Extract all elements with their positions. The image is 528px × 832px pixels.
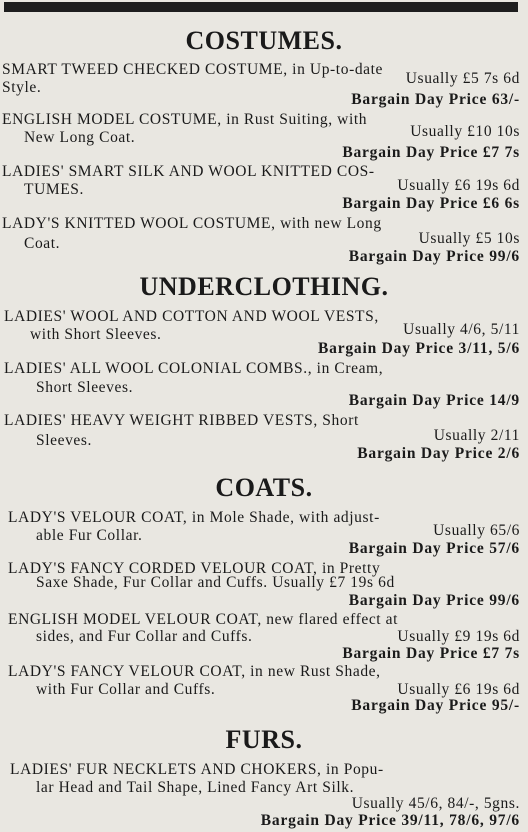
usual-price: Usually 4/6, 5/11	[403, 321, 520, 338]
item-desc-line: LADY'S FANCY VELOUR COAT, in new Rust Shade,	[8, 663, 381, 680]
item-desc-line: LADY'S FANCY CORDED VELOUR COAT, in Pretty	[8, 560, 381, 577]
top-rule	[4, 2, 518, 12]
item-desc-line: LADIES' HEAVY WEIGHT RIBBED VESTS, Short	[4, 412, 359, 429]
item-desc-line: New Long Coat.	[24, 129, 136, 146]
bargain-price: Bargain Day Price 39/11, 78/6, 97/6	[260, 812, 520, 829]
item-desc-line: able Fur Collar.	[36, 527, 143, 544]
item-desc-line: LADIES' WOOL AND COTTON AND WOOL VESTS,	[4, 308, 379, 325]
bargain-price: Bargain Day Price 99/6	[348, 592, 520, 609]
item-desc-line: lar Head and Tail Shape, Lined Fancy Art Silk.	[36, 779, 355, 796]
item-desc-line: LADIES' ALL WOOL COLONIAL COMBS., in Cream,	[4, 360, 384, 377]
usual-price: Usually 65/6	[433, 522, 520, 539]
usual-price: Usually £5 7s 6d	[405, 70, 520, 87]
usual-price: Usually £6 19s 6d	[397, 681, 520, 698]
bargain-price: Bargain Day Price £6 6s	[342, 195, 520, 212]
item-desc-line: ENGLISH MODEL VELOUR COAT, new flared effect at	[8, 611, 399, 628]
bargain-price: Bargain Day Price 63/-	[351, 91, 520, 108]
item-desc-line: Saxe Shade, Fur Collar and Cuffs. Usually £7 19s 6d	[36, 574, 395, 591]
item-desc-line: LADY'S VELOUR COAT, in Mole Shade, with adjust-	[8, 509, 380, 526]
section-heading-coats: COATS.	[215, 473, 313, 502]
bargain-price: Bargain Day Price 95/-	[351, 697, 520, 714]
section-heading-furs: FURS.	[225, 725, 303, 754]
item-desc-line: Coat.	[24, 235, 61, 252]
item-desc-line: LADIES' SMART SILK AND WOOL KNITTED COS-	[2, 163, 375, 180]
item-desc-line: Sleeves.	[36, 432, 93, 449]
usual-price: Usually £6 19s 6d	[397, 177, 520, 194]
item-desc-line: LADIES' FUR NECKLETS AND CHOKERS, in Popu-	[10, 761, 384, 778]
item-desc-line: Style.	[2, 79, 42, 96]
section-heading-underclothing: UNDERCLOTHING.	[139, 272, 389, 301]
item-desc-line: SMART TWEED CHECKED COSTUME, in Up-to-date	[2, 61, 384, 78]
item-desc-line: ENGLISH MODEL COSTUME, in Rust Suiting, with	[2, 111, 368, 128]
bargain-price: Bargain Day Price 14/9	[348, 392, 520, 409]
item-desc-line: LADY'S KNITTED WOOL COSTUME, with new Long	[2, 215, 382, 232]
bargain-price: Bargain Day Price 57/6	[348, 540, 520, 557]
item-desc-line: sides, and Fur Collar and Cuffs.	[36, 628, 253, 645]
item-desc-line: Short Sleeves.	[36, 379, 134, 396]
usual-price: Usually 45/6, 84/-, 5gns.	[351, 795, 520, 812]
item-desc-line: with Fur Collar and Cuffs.	[36, 681, 216, 698]
bargain-price: Bargain Day Price 99/6	[348, 248, 520, 265]
section-heading-costumes: COSTUMES.	[185, 26, 343, 55]
bargain-price: Bargain Day Price 2/6	[357, 445, 520, 462]
item-desc-line: TUMES.	[24, 181, 85, 198]
bargain-price: Bargain Day Price £7 7s	[342, 144, 520, 161]
usual-price: Usually £10 10s	[410, 123, 520, 140]
usual-price: Usually £9 19s 6d	[397, 628, 520, 645]
usual-price: Usually £5 10s	[418, 230, 520, 247]
usual-price: Usually 2/11	[433, 427, 520, 444]
bargain-price: Bargain Day Price 3/11, 5/6	[318, 340, 520, 357]
bargain-price: Bargain Day Price £7 7s	[342, 645, 520, 662]
item-desc-line: with Short Sleeves.	[30, 326, 162, 343]
